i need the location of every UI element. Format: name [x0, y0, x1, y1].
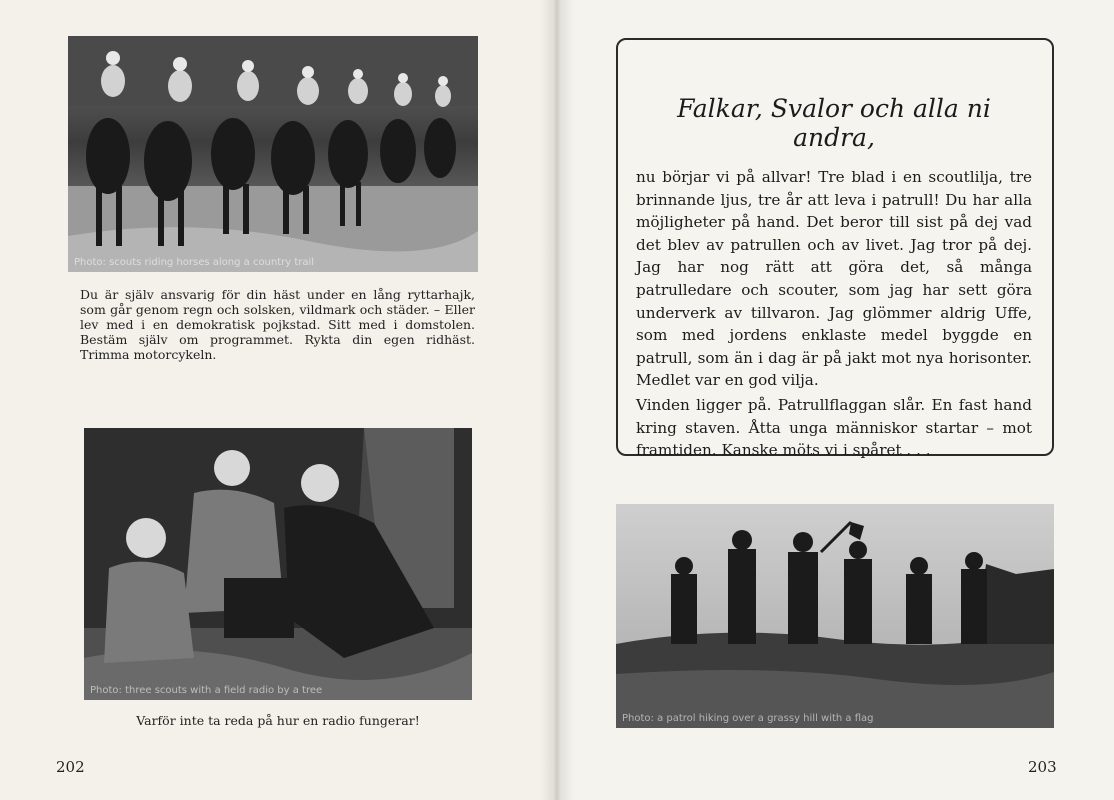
scout-message-box — [616, 38, 1054, 460]
caption-radio: Varför inte ta reda på hur en radio fungerar! — [136, 713, 420, 728]
radio-scouts-photo — [84, 428, 472, 700]
horse-riders-image — [68, 36, 478, 272]
box-heading: Falkar, Svalor och alla ni andra, — [677, 94, 991, 152]
patrol-hike-image — [616, 504, 1054, 728]
photo-description: Photo: scouts riding horses along a country trail — [74, 257, 315, 268]
horse-riders-photo — [68, 36, 478, 272]
photo-description: Photo: three scouts with a field radio by a tree — [90, 685, 323, 696]
radio-scouts-image — [84, 428, 472, 700]
caption-horse-riders: Du är själv ansvarig för din häst under en lång ryttarhajk, som går genom regn och solsken, vildmark och städer. – Eller lev med i en demokratisk pojkstad. Sitt med i domstolen. Bestäm själv om programmet. Rykta din egen ridhäst. Trimma motorcykeln. — [80, 287, 475, 362]
book-gutter — [540, 0, 574, 800]
box-paragraph-2: Vinden ligger på. Patrullflaggan slår. En fast hand kring staven. Åtta unga människor startar – mot framtiden. Kanske möts vi i spåret . . . — [636, 395, 1032, 460]
page-number-right: 203 — [1028, 758, 1057, 776]
photo-description: Photo: a patrol hiking over a grassy hill with a flag — [622, 713, 874, 724]
box-paragraph-1: nu börjar vi på allvar! Tre blad i en scoutlilja, tre brinnande ljus, tre år att leva i patrull! Du har alla möjligheter på hand. Det beror till sist på dej vad det blev av patrullen och av livet. Jag tror på dej. Jag har nog rätt att göra det, så många patrulledare och scouter, som jag har sett göra underverk av tillvaron. Jag glömmer aldrig Uffe, som med jordens enklaste medel byggde en patrull, som än i dag är på jakt mot nya horisonter. Medlet var en god vilja. — [636, 168, 1032, 390]
page-number-left: 202 — [56, 758, 85, 776]
patrol-hike-photo — [616, 504, 1054, 728]
